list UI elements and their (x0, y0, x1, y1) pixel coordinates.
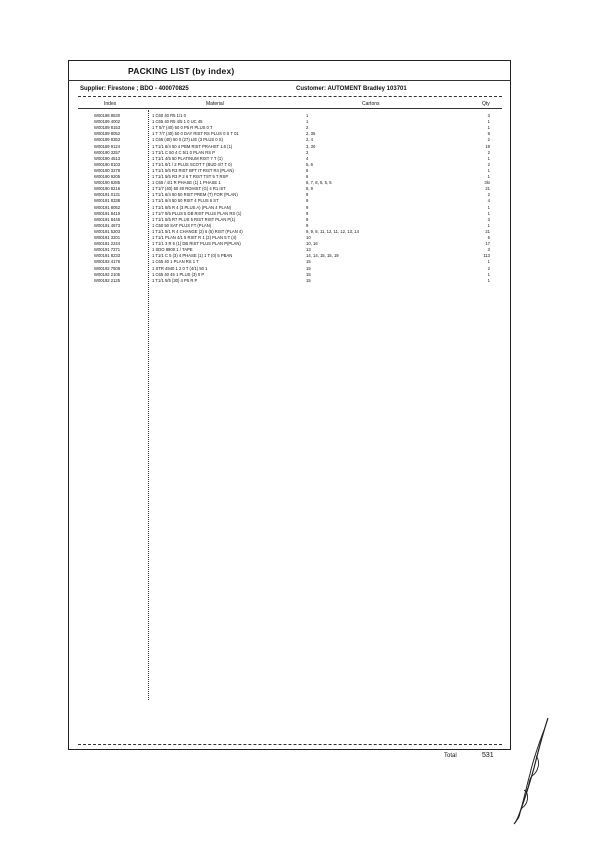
row-index: W00189 8153 (94, 125, 121, 131)
row-qty: 1 (487, 119, 490, 125)
row-index: W00191 8052 (94, 204, 121, 210)
row-cartons: 1 (306, 119, 309, 125)
row-material: 1 T1/1 6/1 / 2 PLUS SCOT T (BUD 4/7 T 0) (152, 161, 232, 167)
row-qty: 21 (485, 228, 490, 234)
total-value: 531 (482, 752, 494, 759)
column-header-divider (78, 108, 502, 109)
row-qty: 9 (487, 131, 490, 137)
row-qty: 2 (487, 192, 490, 198)
row-qty: 2 (487, 149, 490, 155)
row-cartons: 3 (306, 149, 309, 155)
column-header-index: Index (104, 101, 117, 107)
row-cartons: 9 (306, 216, 309, 222)
row-qty: 21 (485, 186, 490, 192)
row-material: 1 T 7/7 (40) 50 0 DAY RIST RS PLUS 0 S T 01 (152, 131, 239, 137)
row-index: W00192 2125 (94, 277, 121, 283)
row-cartons: 6 (306, 167, 309, 173)
row-qty: 1 (487, 167, 490, 173)
row-cartons: 10, 16 (306, 241, 318, 247)
row-material: 1 T1/1 3 R 5 (1) DB RIST PLUS PLAN P(PLAN) (152, 241, 241, 247)
row-qty: 1 (487, 204, 490, 210)
column-header-qty: Qty (482, 101, 490, 107)
row-material: 1 C65 40 R5 4/5 1 0 UC 45 (152, 119, 203, 125)
row-cartons: 9 (306, 210, 309, 216)
row-material: 1 C60 40 R5 1/1 0 (152, 113, 186, 118)
row-cartons: 9 (306, 222, 309, 228)
row-index: W00191 7271 (94, 247, 121, 253)
row-cartons: 9, 9, 8, 11, 12, 11, 12, 13, 14 (306, 228, 359, 234)
row-index: W00189 4002 (94, 119, 121, 125)
row-material: 1 T1/1 C 50 4 C 5/1 0 PLAN RS P (152, 149, 216, 155)
row-material: 1 C65 / 4/1 R PHASE (1) 1 PHASE 1 (152, 180, 221, 186)
row-cartons: 2 (306, 125, 309, 131)
row-qty: 1 (487, 277, 490, 283)
row-material: 1 T1/1 5/1 R 4 CHANGE (2) 5 (5) RIST (PLAN 4) (152, 228, 243, 234)
row-qty: 3 (487, 216, 490, 222)
row-qty: 113 (483, 253, 490, 259)
row-material: 1 C65 (40) 50 0 (27) LIE (3 PLUS 0 S) (152, 137, 223, 143)
footer-divider (78, 744, 502, 745)
row-qty: 1 (487, 155, 490, 161)
row-cartons: 4 (306, 155, 309, 161)
row-index: W00191 0131 (94, 192, 121, 198)
row-material: 1 T1/1 C 5 (3) 4 PHASE (1) 1 T (0) 5 PBAN (152, 253, 233, 259)
row-material: 1 T1/7 (40) 50 40 ROHIST (G) 4 R1 IST (152, 186, 226, 192)
handwritten-signature (508, 716, 550, 831)
row-qty: 2 (487, 265, 490, 271)
row-index: W00192 4176 (94, 259, 121, 265)
row-index: W00190 8103 (94, 161, 121, 167)
row-index: W00189 9124 (94, 143, 121, 149)
row-cartons: 9 (306, 204, 309, 210)
row-qty: 17 (485, 241, 490, 247)
row-material: 1 STR 4940 1 2 0 T (4/1) 50 1 (152, 265, 208, 271)
row-cartons: 9 (306, 198, 309, 204)
row-qty: 1 (487, 259, 490, 265)
row-cartons: 14, 14, 15, 15, 19 (306, 253, 339, 259)
supplier-line: Supplier: Firestone ; BDO - 400070825 (80, 86, 189, 92)
row-qty: 19 (485, 143, 490, 149)
row-material: 1 T1/1 5/5 (30) 4 P5 R P (152, 277, 198, 283)
row-index: W00191 3201 (94, 235, 121, 240)
row-index: W00191 2244 (94, 241, 121, 247)
row-material: 1 C65 40 45 1 PLUS (3) 0 P (152, 271, 205, 277)
row-index: W00190 8285 (94, 180, 121, 186)
row-cartons: 8, 9 (306, 186, 313, 192)
row-material: 1 T1/1 PLAN 4/1 5 RIST R 1 (2) PLAN 5 T (4) (152, 235, 237, 240)
row-qty: 4 (487, 198, 490, 204)
row-material: 1 T1/1 5/5 R3 P 2 6 T RIST TST 5 T RSP (152, 174, 229, 179)
row-cartons: 15 (306, 259, 311, 265)
row-index: W00192 2105 (94, 271, 121, 277)
row-material: 1 SDO 8900 1 / TAPE (152, 247, 193, 253)
row-cartons: 15 (306, 277, 311, 283)
row-cartons: 10 (306, 235, 311, 240)
column-header-cartons: Cartons (362, 101, 380, 107)
header-divider (78, 96, 502, 97)
row-index: W00191 8445 (94, 216, 121, 222)
title-divider (68, 80, 511, 81)
row-material: 1 T1/1 6/4 50 50 RIST PREM (T) FOR (PLAN) (152, 192, 238, 198)
row-index: W00190 3278 (94, 167, 121, 173)
row-material: 1 C65 40 1 PLAN RS 1 T (152, 259, 199, 265)
document-title: PACKING LIST (by index) (128, 66, 235, 76)
row-index: W00190 3257 (94, 149, 121, 155)
row-material: 1 T1/7 5/5 PLUS 5 DB RIST PLUS PLAN RS (1) (152, 210, 242, 216)
row-qty: 2 (487, 137, 490, 143)
row-material: 1 T1/1 6/5 R 4 (3 PLUS A) (PLAN 4 PLAN) (152, 204, 232, 210)
row-material: 1 T1/1 5/5 R7 PLUS 5 RIST RIST PLAN P(1) (152, 216, 236, 222)
row-cartons: 6 (306, 174, 309, 179)
row-material: 1 C50 50 SAT PLUS FT (PLAN) (152, 222, 212, 228)
row-cartons: 6, 7, 8, 5, 5, 5 (306, 180, 332, 186)
row-index: W00191 8338 (94, 198, 121, 204)
row-index: W00192 7509 (94, 265, 121, 271)
row-cartons: 5, 6 (306, 161, 313, 167)
row-qty: 1 (487, 174, 490, 179)
row-index: W00190 4513 (94, 155, 121, 161)
row-index: W00190 9205 (94, 174, 121, 179)
row-material: 1 T1/1 6/4 50 50 RIST 4 PLUS 6 ST (152, 198, 219, 204)
row-qty: 1 (487, 125, 490, 131)
column-header-material: Material (206, 101, 224, 107)
row-index: W00191 4673 (94, 222, 121, 228)
row-cartons: 13 (306, 247, 311, 253)
row-qty: 3 (487, 113, 490, 118)
material-column-rule (148, 110, 149, 700)
row-qty: 3 (487, 247, 490, 253)
row-cartons: 15 (306, 265, 311, 271)
row-qty: 1 (487, 222, 490, 228)
row-material: 1 T1/1 5/5 R3 RIST BFT IT RIST R4 (PLAN) (152, 167, 234, 173)
row-cartons: 2, 4 (306, 137, 313, 143)
customer-line: Customer: AUTOMENT Bradley 103701 (296, 86, 407, 92)
row-qty: 5 (487, 235, 490, 240)
row-qty: 3lo (484, 180, 490, 186)
row-cartons: 2, 35 (306, 131, 316, 137)
row-cartons: 15 (306, 271, 311, 277)
row-index: W00188 8530 (94, 113, 121, 118)
row-index: W00189 8353 (94, 137, 121, 143)
row-index: W00191 8419 (94, 210, 121, 216)
row-qty: 1 (487, 210, 490, 216)
row-index: W00190 8216 (94, 186, 121, 192)
row-qty: 1 (487, 271, 490, 277)
row-cartons: 9 (306, 192, 309, 198)
row-index: W00189 8052 (94, 131, 121, 137)
row-cartons: 1 (306, 113, 309, 118)
row-material: 1 T 5/7 (40) 50 0 P5 R PLUS 0 T (152, 125, 213, 131)
row-material: 1 T1/1 6/4 50 4 PBM RIST PRAHST 1.6 (1) (152, 143, 233, 149)
row-index: W00191 8233 (94, 253, 121, 259)
row-cartons: 3, 30 (306, 143, 316, 149)
total-label: Total (444, 753, 457, 759)
row-index: W00191 5203 (94, 228, 121, 234)
row-qty: 2 (487, 161, 490, 167)
row-material: 1 T1/1 4/5 50 PLATINUM RIST 7 T (1) (152, 155, 223, 161)
